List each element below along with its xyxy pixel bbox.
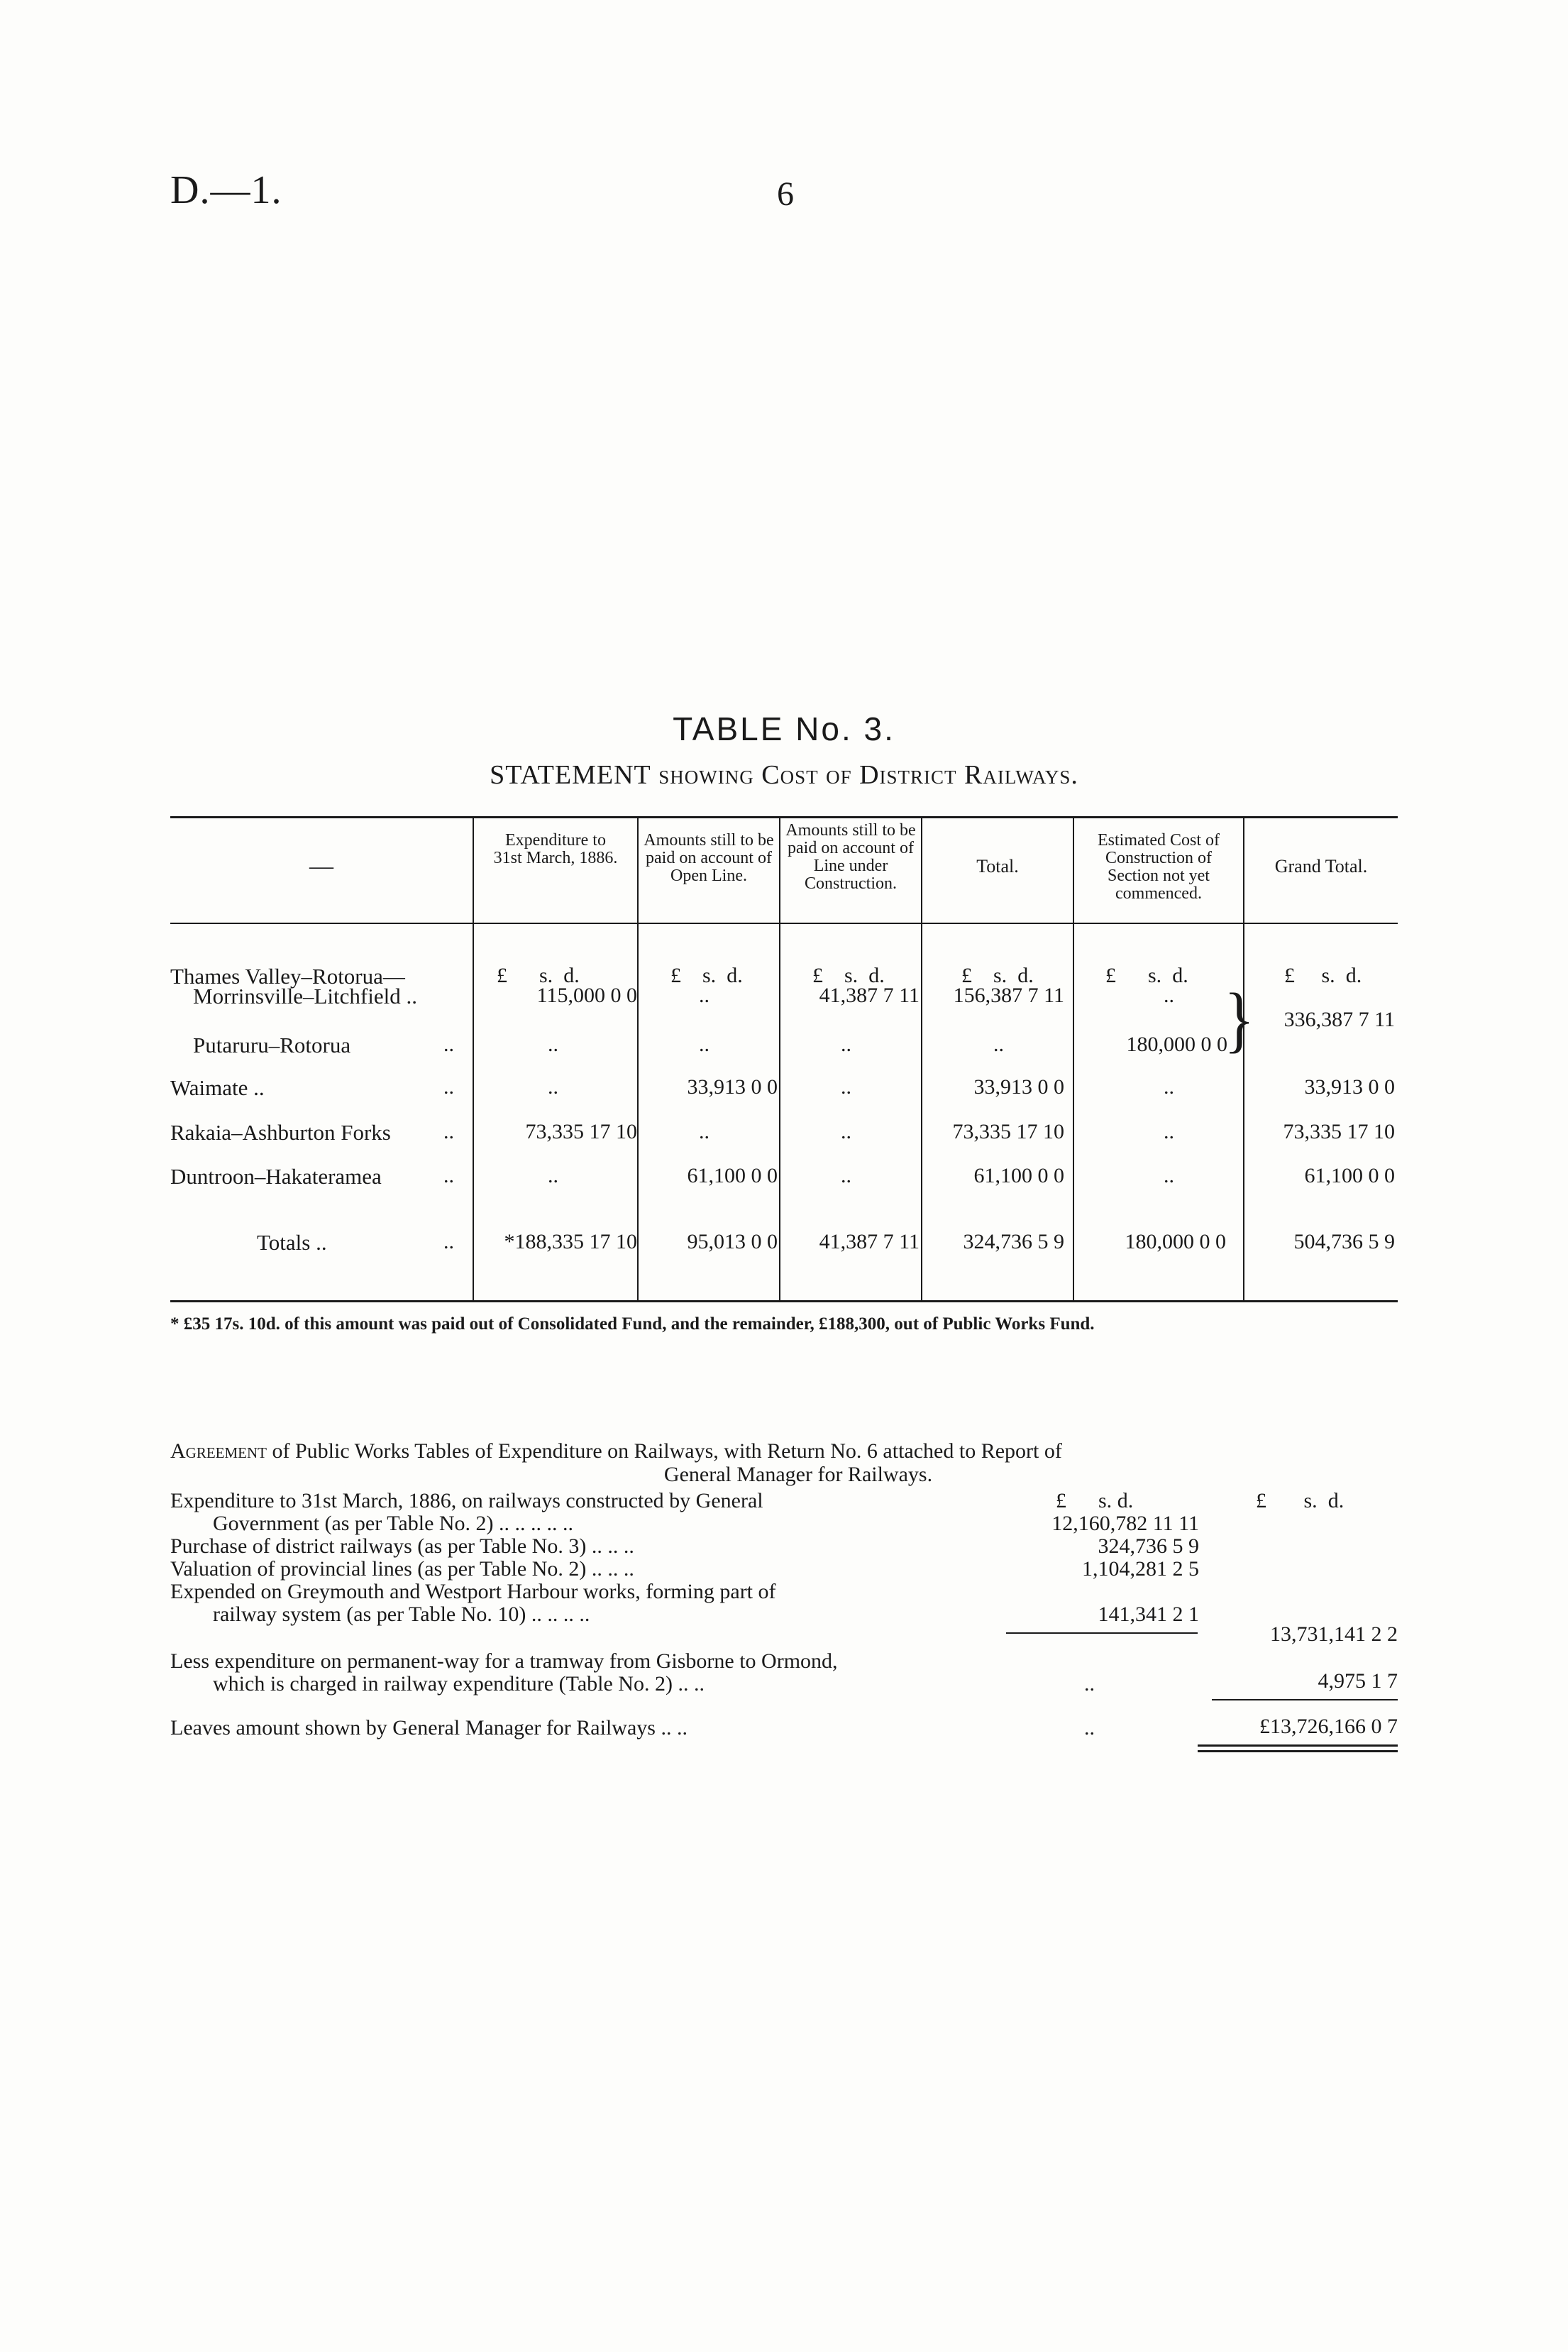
agreement-dots: ..: [1084, 1716, 1095, 1740]
totals-cell: 180,000 0 0: [1125, 1230, 1226, 1253]
agreement-unit-header-col1: £ s. d.: [1056, 1489, 1134, 1512]
table-cell: 33,913 0 0: [1304, 1075, 1395, 1099]
agreement-less-line: which is charged in railway expenditure (Table No. 2) .. ..: [213, 1672, 705, 1696]
table-title: TABLE No. 3.: [673, 710, 895, 747]
table-cell: ..: [1164, 984, 1174, 1007]
table-cell: 41,387 7 11: [819, 984, 920, 1007]
agreement-line: Government (as per Table No. 2) .. .. .. .. ..: [213, 1512, 574, 1535]
table-header-rule: [170, 923, 1398, 924]
table-cell: 156,387 7 11: [953, 984, 1064, 1007]
row-leader-dots: ..: [443, 1230, 454, 1253]
table-cell: ..: [1164, 1120, 1174, 1143]
totals-label: Totals ..: [257, 1230, 327, 1255]
subtotal-rule: [1006, 1632, 1198, 1634]
agreement-line: Expenditure to 31st March, 1886, on railways constructed by General: [170, 1489, 763, 1512]
table-cell: 73,335 17 10: [1283, 1120, 1395, 1143]
column-header-construction: Amounts still to be paid on account of Line under Construction.: [785, 821, 916, 893]
row-label: Morrinsville–Litchfield ..: [193, 984, 417, 1009]
column-header-grand-total: Grand Total.: [1274, 856, 1368, 876]
agreement-amount: 141,341 2 1: [1098, 1603, 1199, 1626]
agreement-amount: 1,104,281 2 5: [1082, 1557, 1199, 1581]
agreement-title-lead: Agreement: [170, 1439, 267, 1463]
bracket-glyph: }: [1224, 979, 1255, 1060]
agreement-line: Purchase of district railways (as per Table No. 3) .. .. ..: [170, 1534, 634, 1558]
unit-header-construction: £ s. d.: [812, 964, 885, 987]
agreement-title-rest: of Public Works Tables of Expenditure on Railways, with Return No. 6 attached to Report of: [267, 1439, 1062, 1463]
unit-header-expenditure: £ s. d.: [497, 964, 580, 987]
table-cell: ..: [1164, 1164, 1174, 1187]
column-divider: [1073, 818, 1074, 1300]
table-subtitle: [0, 759, 1568, 791]
table-cell: ..: [699, 1120, 710, 1143]
table-cell: 33,913 0 0: [973, 1075, 1064, 1099]
table-cell: 61,100 0 0: [973, 1164, 1064, 1187]
table-footnote: * £35 17s. 10d. of this amount was paid out of Consolidated Fund, and the remainder, £188,300, out of Public Works Fund.: [170, 1314, 1095, 1334]
column-divider: [921, 818, 922, 1300]
double-rule-top: [1198, 1744, 1398, 1747]
column-header-stub: —: [309, 853, 333, 879]
table-cell: 33,913 0 0: [687, 1075, 778, 1099]
column-header-estimated: Estimated Cost of Construction of Section not yet commenced.: [1098, 831, 1220, 903]
table-cell: ..: [841, 1075, 851, 1099]
table-bottom-rule: [170, 1300, 1398, 1302]
row-leader-dots: ..: [443, 1033, 454, 1056]
table-cell: ..: [548, 1075, 558, 1099]
table-subtitle-rest: showing Cost of District Railways.: [651, 760, 1078, 790]
row-label: Thames Valley–Rotorua—: [170, 964, 405, 989]
unit-header-grand-total: £ s. d.: [1284, 964, 1362, 987]
agreement-amount: 12,160,782 11 11: [1051, 1512, 1199, 1535]
table-cell: ..: [1164, 1075, 1174, 1099]
agreement-dots: ..: [1084, 1672, 1095, 1696]
agreement-title: [170, 1439, 1405, 1486]
table-cell: 73,335 17 10: [525, 1120, 637, 1143]
unit-header-open-line: £ s. d.: [670, 964, 743, 987]
agreement-amount: 324,736 5 9: [1098, 1534, 1199, 1558]
column-header-open-line: Amounts still to be paid on account of Open Line.: [644, 831, 774, 885]
row-leader-dots: ..: [443, 1120, 454, 1143]
agreement-title-line2: General Manager for Railways.: [663, 1463, 933, 1486]
agreement-subtotal: 13,731,141 2 2: [1270, 1622, 1398, 1646]
table-cell: 115,000 0 0: [536, 984, 637, 1007]
table-cell: 336,387 7 11: [1283, 1008, 1395, 1031]
agreement-leaves-amount: £13,726,166 0 7: [1259, 1715, 1398, 1738]
table-cell: ..: [548, 1033, 558, 1056]
row-label: Rakaia–Ashburton Forks: [170, 1120, 391, 1145]
totals-cell: 504,736 5 9: [1293, 1230, 1395, 1253]
table-cell: 180,000 0 0: [1126, 1033, 1227, 1056]
page-number: 6: [777, 175, 794, 213]
table-cell: ..: [548, 1164, 558, 1187]
totals-cell: 95,013 0 0: [687, 1230, 778, 1253]
double-rule-bottom: [1198, 1750, 1398, 1752]
unit-header-total: £ s. d.: [961, 964, 1034, 987]
totals-cell: 324,736 5 9: [963, 1230, 1064, 1253]
unit-header-estimated: £ s. d.: [1105, 964, 1188, 987]
column-divider: [779, 818, 780, 1300]
table-subtitle-lead: STATEMENT: [490, 760, 651, 790]
agreement-line: railway system (as per Table No. 10) .. .. .. ..: [213, 1603, 590, 1626]
table-cell: 73,335 17 10: [952, 1120, 1064, 1143]
table-cell: 61,100 0 0: [687, 1164, 778, 1187]
column-header-total: Total.: [976, 856, 1019, 876]
table-cell: 61,100 0 0: [1304, 1164, 1395, 1187]
totals-cell: 41,387 7 11: [819, 1230, 920, 1253]
row-leader-dots: ..: [443, 1164, 454, 1187]
document-reference: D.—1.: [170, 168, 282, 212]
agreement-less-line: Less expenditure on permanent-way for a tramway from Gisborne to Ormond,: [170, 1649, 838, 1673]
table-cell: ..: [993, 1033, 1004, 1056]
table-cell: ..: [841, 1033, 851, 1056]
table-cell: ..: [841, 1164, 851, 1187]
row-leader-dots: ..: [443, 1075, 454, 1099]
agreement-leaves-line: Leaves amount shown by General Manager for Railways .. ..: [170, 1716, 688, 1740]
agreement-unit-header-col2: £ s. d.: [1256, 1489, 1345, 1512]
table-cell: ..: [841, 1120, 851, 1143]
less-rule: [1212, 1699, 1398, 1700]
column-header-expenditure: Expenditure to 31st March, 1886.: [493, 831, 618, 867]
agreement-less-amount: 4,975 1 7: [1318, 1669, 1398, 1693]
row-label: Duntroon–Hakateramea: [170, 1164, 382, 1189]
totals-cell: *188,335 17 10: [504, 1230, 637, 1253]
column-divider: [637, 818, 639, 1300]
column-divider: [473, 818, 474, 1300]
agreement-line: Expended on Greymouth and Westport Harbour works, forming part of: [170, 1580, 776, 1603]
table-cell: ..: [699, 1033, 710, 1056]
table-cell: ..: [699, 984, 710, 1007]
table-top-rule: [170, 816, 1398, 818]
row-label: Putaruru–Rotorua: [193, 1033, 351, 1057]
agreement-line: Valuation of provincial lines (as per Table No. 2) .. .. ..: [170, 1557, 634, 1581]
row-label: Waimate ..: [170, 1075, 265, 1100]
